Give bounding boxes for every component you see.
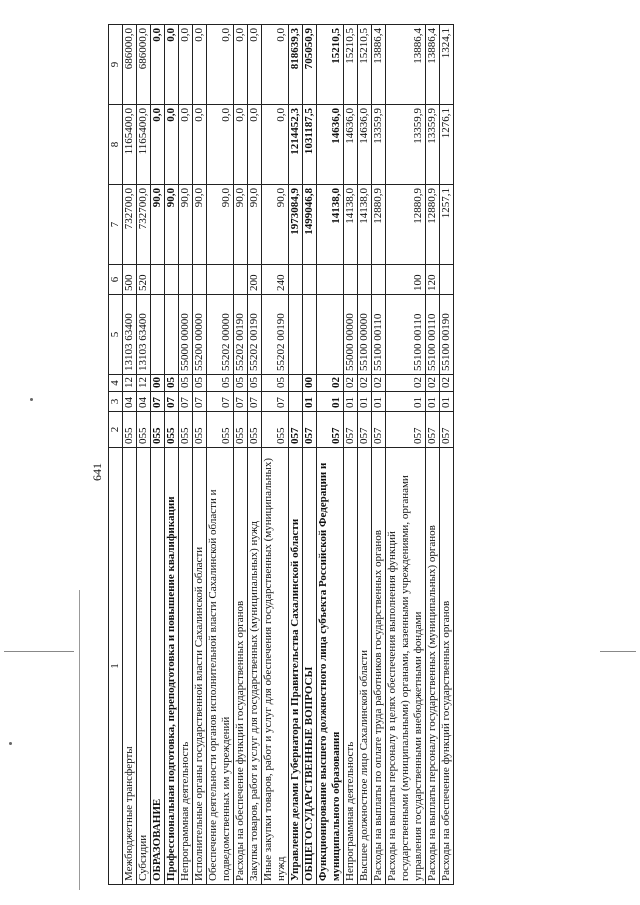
amount-year-1: 90,0	[234, 185, 248, 265]
section-code: 01	[358, 392, 372, 412]
target-article: 55202 00000	[207, 295, 234, 375]
amount-year-2: 1165400,0	[137, 105, 151, 185]
subsection-code: 05	[234, 375, 248, 392]
target-article: 55202 00190	[248, 295, 262, 375]
table-row	[207, 25, 234, 885]
row-name: Расходы на обеспечение функций государственных органов	[440, 448, 454, 885]
amount-year-1: 12880,9	[372, 185, 386, 265]
subsection-code: 02	[358, 375, 372, 392]
target-article: 55100 00110	[372, 295, 386, 375]
amount-year-1: 1257,1	[440, 185, 454, 265]
subsection-code: 02	[372, 375, 386, 392]
section-code: 07	[151, 392, 165, 412]
section-code: 04	[137, 392, 151, 412]
ministry-code: 057	[358, 412, 372, 448]
punch-mark	[9, 742, 12, 745]
target-article: 55100 00000	[358, 295, 372, 375]
table-row	[440, 25, 454, 885]
section-code: 01	[440, 392, 454, 412]
expense-type	[207, 265, 234, 295]
ministry-code: 057	[372, 412, 386, 448]
target-article: 55202 00190	[262, 295, 289, 375]
amount-year-2: 13359,9	[426, 105, 440, 185]
amount-year-2: 14636,0	[317, 105, 344, 185]
ministry-code: 057	[344, 412, 358, 448]
subsection-code: 05	[165, 375, 179, 392]
amount-year-3: 13886,4	[386, 25, 426, 105]
table-row	[303, 25, 317, 885]
ministry-code: 057	[289, 412, 303, 448]
expense-type: 120	[426, 265, 440, 295]
section-code: 07	[262, 392, 289, 412]
page-number: 641	[90, 463, 104, 481]
table-row	[344, 25, 358, 885]
expense-type	[165, 265, 179, 295]
subsection-code: 02	[317, 375, 344, 392]
ministry-code: 057	[440, 412, 454, 448]
target-article	[289, 295, 303, 375]
row-name: Закупка товаров, работ и услуг для государственных (муниципальных) нужд	[248, 448, 262, 885]
expense-type	[193, 265, 207, 295]
target-article: 55202 00190	[234, 295, 248, 375]
amount-year-3: 0,0	[207, 25, 234, 105]
table-row	[262, 25, 289, 885]
ministry-code: 055	[179, 412, 193, 448]
amount-year-2: 13359,9	[372, 105, 386, 185]
row-name: Управление делами Губернатора и Правительства Сахалинской области	[289, 448, 303, 885]
row-name: Функционирование высшего должностного лица субъекта Российской Федерации и муниципального образования	[317, 448, 344, 885]
amount-year-1: 90,0	[248, 185, 262, 265]
amount-year-2: 0,0	[262, 105, 289, 185]
col-header: 2	[109, 412, 123, 448]
target-article: 55100 00110	[386, 295, 426, 375]
section-code: 07	[207, 392, 234, 412]
target-article	[317, 295, 344, 375]
amount-year-3: 0,0	[234, 25, 248, 105]
section-code: 07	[165, 392, 179, 412]
amount-year-2: 1165400,0	[123, 105, 137, 185]
section-code: 01	[372, 392, 386, 412]
amount-year-2: 0,0	[193, 105, 207, 185]
row-name: ОБЩЕГОСУДАРСТВЕННЫЕ ВОПРОСЫ	[303, 448, 317, 885]
subsection-code: 12	[137, 375, 151, 392]
col-header: 9	[109, 25, 123, 105]
ministry-code: 055	[151, 412, 165, 448]
expense-type	[358, 265, 372, 295]
row-name: Иные закупки товаров, работ и услуг для обеспечения государственных (муниципальных) нужд	[262, 448, 289, 885]
amount-year-3: 15210,5	[358, 25, 372, 105]
expense-type	[151, 265, 165, 295]
amount-year-3: 705050,9	[303, 25, 317, 105]
amount-year-3: 0,0	[165, 25, 179, 105]
header-row	[109, 25, 123, 885]
fold-line-left	[4, 651, 74, 652]
ministry-code: 055	[165, 412, 179, 448]
amount-year-2: 14636,0	[358, 105, 372, 185]
rotated-table-region	[80, 25, 640, 885]
col-header: 1	[109, 448, 123, 885]
amount-year-1: 90,0	[151, 185, 165, 265]
amount-year-2: 1031187,5	[303, 105, 317, 185]
subsection-code: 05	[179, 375, 193, 392]
row-name: Расходы на выплаты по оплате труда работников государственных органов	[372, 448, 386, 885]
expense-type	[303, 265, 317, 295]
amount-year-1: 90,0	[165, 185, 179, 265]
table-row	[386, 25, 426, 885]
section-code: 07	[248, 392, 262, 412]
amount-year-1: 14138,0	[344, 185, 358, 265]
amount-year-1: 732700,0	[123, 185, 137, 265]
subsection-code: 05	[262, 375, 289, 392]
subsection-code: 00	[303, 375, 317, 392]
expense-type: 500	[123, 265, 137, 295]
row-name: ОБРАЗОВАНИЕ	[151, 448, 165, 885]
table-row	[358, 25, 372, 885]
amount-year-2: 0,0	[165, 105, 179, 185]
section-code: 04	[123, 392, 137, 412]
amount-year-1: 90,0	[262, 185, 289, 265]
target-article: 55100 00190	[440, 295, 454, 375]
ministry-code: 057	[426, 412, 440, 448]
ministry-code: 055	[262, 412, 289, 448]
amount-year-1: 12880,9	[386, 185, 426, 265]
row-name: Высшее должностное лицо Сахалинской области	[358, 448, 372, 885]
punch-mark	[30, 398, 33, 401]
expense-type: 200	[248, 265, 262, 295]
expense-type	[440, 265, 454, 295]
table-row	[317, 25, 344, 885]
amount-year-2: 0,0	[248, 105, 262, 185]
subsection-code: 02	[344, 375, 358, 392]
ministry-code: 055	[193, 412, 207, 448]
expense-type	[234, 265, 248, 295]
row-name: Обеспечение деятельности органов исполнительной власти Сахалинской области и подведомственных им учреждений	[207, 448, 234, 885]
subsection-code: 02	[386, 375, 426, 392]
section-code: 07	[179, 392, 193, 412]
ministry-code: 055	[234, 412, 248, 448]
section-code: 01	[303, 392, 317, 412]
amount-year-3: 818639,3	[289, 25, 303, 105]
amount-year-3: 686000,0	[137, 25, 151, 105]
subsection-code: 12	[123, 375, 137, 392]
amount-year-2: 0,0	[234, 105, 248, 185]
amount-year-1: 90,0	[193, 185, 207, 265]
amount-year-1: 1973084,9	[289, 185, 303, 265]
amount-year-3: 0,0	[193, 25, 207, 105]
table-row	[193, 25, 207, 885]
expense-type	[179, 265, 193, 295]
amount-year-2: 1276,1	[440, 105, 454, 185]
amount-year-1: 14138,0	[317, 185, 344, 265]
table-row	[123, 25, 137, 885]
subsection-code: 02	[426, 375, 440, 392]
ministry-code: 057	[317, 412, 344, 448]
col-header: 4	[109, 375, 123, 392]
target-article: 55200 00000	[193, 295, 207, 375]
amount-year-3: 15210,5	[344, 25, 358, 105]
amount-year-3: 0,0	[151, 25, 165, 105]
section-code: 01	[317, 392, 344, 412]
amount-year-3: 13886,4	[426, 25, 440, 105]
subsection-code	[289, 375, 303, 392]
col-header: 5	[109, 295, 123, 375]
ministry-code: 055	[207, 412, 234, 448]
amount-year-3: 1324,1	[440, 25, 454, 105]
table-row	[165, 25, 179, 885]
section-code: 01	[386, 392, 426, 412]
col-header: 8	[109, 105, 123, 185]
subsection-code: 02	[440, 375, 454, 392]
amount-year-1: 12880,9	[426, 185, 440, 265]
amount-year-2: 1214452,3	[289, 105, 303, 185]
target-article	[165, 295, 179, 375]
amount-year-3: 686000,0	[123, 25, 137, 105]
row-name: Непрограммная деятельность	[344, 448, 358, 885]
section-code: 07	[234, 392, 248, 412]
expense-type: 240	[262, 265, 289, 295]
col-header: 7	[109, 185, 123, 265]
target-article: 13103 63400	[137, 295, 151, 375]
row-name: Исполнительные органы государственной власти Сахалинской области	[193, 448, 207, 885]
subsection-code: 05	[193, 375, 207, 392]
amount-year-1: 90,0	[207, 185, 234, 265]
expense-type: 520	[137, 265, 151, 295]
col-header: 3	[109, 392, 123, 412]
section-code: 07	[193, 392, 207, 412]
expense-type	[372, 265, 386, 295]
ministry-code: 055	[248, 412, 262, 448]
target-article: 13103 63400	[123, 295, 137, 375]
amount-year-3: 0,0	[262, 25, 289, 105]
ministry-code: 055	[137, 412, 151, 448]
target-article: 55000 00000	[179, 295, 193, 375]
expense-type	[289, 265, 303, 295]
section-code	[289, 392, 303, 412]
amount-year-1: 90,0	[179, 185, 193, 265]
subsection-code: 00	[151, 375, 165, 392]
target-article	[303, 295, 317, 375]
amount-year-2: 14636,0	[344, 105, 358, 185]
row-name: Непрограммная деятельность	[179, 448, 193, 885]
table-row	[426, 25, 440, 885]
row-name: Профессиональная подготовка, переподготовка и повышение квалификации	[165, 448, 179, 885]
row-name: Расходы на обеспечение функций государственных органов	[234, 448, 248, 885]
section-code: 01	[426, 392, 440, 412]
amount-year-1: 1499046,8	[303, 185, 317, 265]
subsection-code: 05	[207, 375, 234, 392]
amount-year-2: 0,0	[179, 105, 193, 185]
ministry-code: 057	[303, 412, 317, 448]
table-row	[372, 25, 386, 885]
amount-year-1: 732700,0	[137, 185, 151, 265]
amount-year-2: 0,0	[151, 105, 165, 185]
table-row	[234, 25, 248, 885]
expense-type	[317, 265, 344, 295]
ministry-code: 057	[386, 412, 426, 448]
table-row	[179, 25, 193, 885]
amount-year-3: 0,0	[248, 25, 262, 105]
amount-year-2: 0,0	[207, 105, 234, 185]
row-name: Межбюджетные трансферты	[123, 448, 137, 885]
table-row	[289, 25, 303, 885]
amount-year-3: 13886,4	[372, 25, 386, 105]
section-code: 01	[344, 392, 358, 412]
col-header: 6	[109, 265, 123, 295]
expense-type: 100	[386, 265, 426, 295]
target-article: 55100 00110	[426, 295, 440, 375]
amount-year-1: 14138,0	[358, 185, 372, 265]
amount-year-2: 13359,9	[386, 105, 426, 185]
budget-table	[108, 24, 454, 885]
table-row	[248, 25, 262, 885]
table-row	[137, 25, 151, 885]
target-article: 55000 00000	[344, 295, 358, 375]
target-article	[151, 295, 165, 375]
table-row	[151, 25, 165, 885]
row-name: Расходы на выплаты персоналу государственных (муниципальных) органов	[426, 448, 440, 885]
subsection-code: 05	[248, 375, 262, 392]
expense-type	[344, 265, 358, 295]
ministry-code: 055	[123, 412, 137, 448]
row-name: Расходы на выплаты персоналу в целях обеспечения выполнения функций государственными (муниципальными) органами, казенными учреждениями, органами управления государственными внебюджетными фондами	[386, 448, 426, 885]
amount-year-3: 0,0	[179, 25, 193, 105]
row-name: Субсидии	[137, 448, 151, 885]
amount-year-3: 15210,5	[317, 25, 344, 105]
